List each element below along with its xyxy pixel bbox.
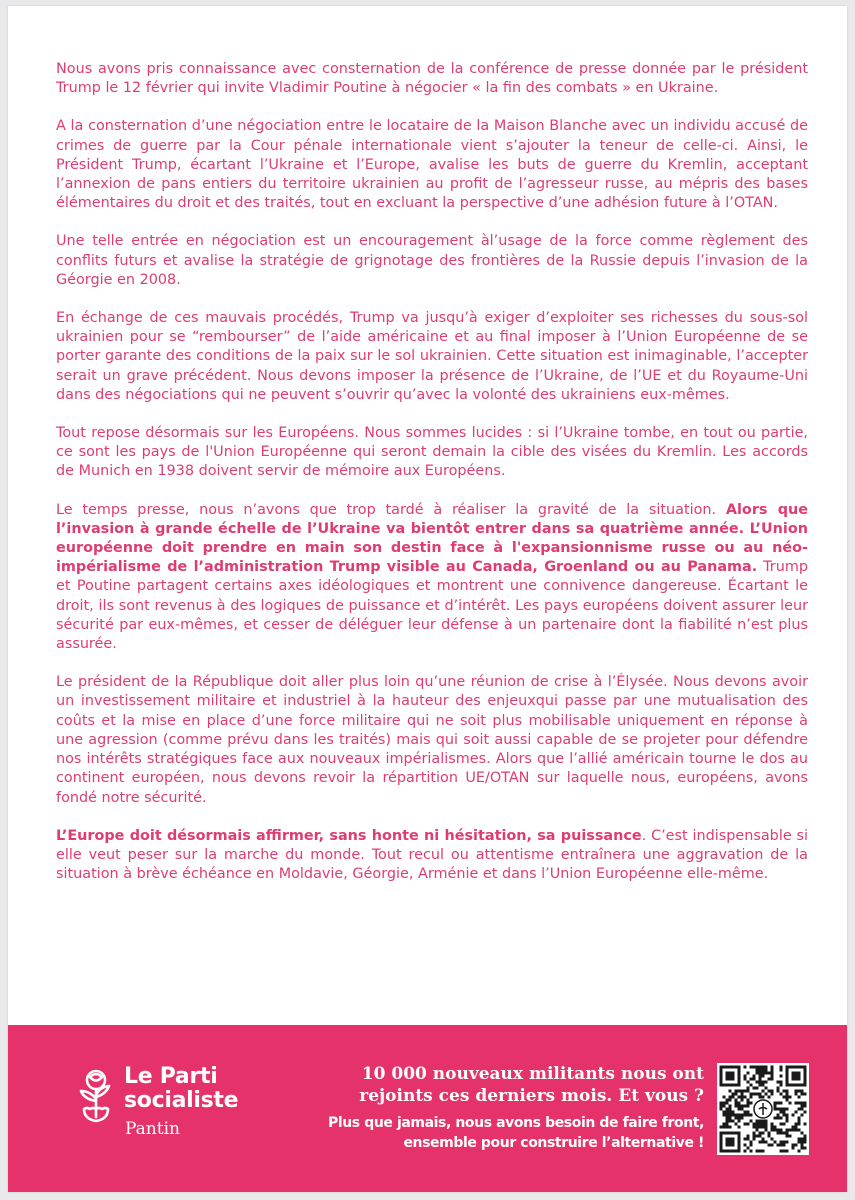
recruitment-headline-line-1: 10 000 nouveaux militants nous ont bbox=[361, 1064, 704, 1084]
paragraph-8-emphasis: L’Europe doit désormais affirmer, sans honte ni hésitation, sa puissance bbox=[56, 827, 642, 844]
qr-code-icon bbox=[717, 1063, 809, 1155]
party-name bbox=[124, 1065, 238, 1113]
footer-banner bbox=[8, 1025, 847, 1192]
paragraph-6 bbox=[56, 501, 808, 655]
paragraph-5: Tout repose désormais sur les Européens. Nous sommes lucides : si l’Ukraine tombe, en tout ou partie, ce sont les pays de l'Union Européenne qui seront demain la cible des visées du Kremlin. Les accords de Munich en 1938 doivent servir de mémoire aux Européens. bbox=[56, 425, 808, 480]
paragraph-3: Une telle entrée en négociation est un encouragement àl’usage de la force comme règlement des conflits futurs et avalise la stratégie de grignotage des frontières de la Russie depuis l’invasion de la Géorgie en 2008. bbox=[56, 233, 808, 288]
paragraph-8 bbox=[56, 827, 808, 885]
paragraph-6-emphasis: Alors que l’invasion à grande échelle de l’Ukraine va bientôt entrer dans sa quatrième année. L’Union européenne doit prendre en main son destin face à l'expansionnisme russe ou au néo-impérialisme de l’administration Trump visible au Canada, Groenland ou au Panama. bbox=[56, 501, 808, 576]
party-logo bbox=[74, 1065, 304, 1155]
paragraph-6-intro: Le temps presse, nous n’avons que trop tardé à réaliser la gravité de la situation. bbox=[56, 501, 726, 518]
paragraph-6-rest: Trump et Poutine partagent certains axes idéologiques et montrent une connivence dangereuse. Écartant le droit, ils sont revenus à des logiques de puissance et d’intérêt. Les pays européens doivent assurer leur sécurité par eux-mêmes, et cesser de déléguer leur défense à un partenaire dont la fiabilité n’est plus assurée. bbox=[56, 559, 808, 653]
party-city: Pantin bbox=[125, 1119, 180, 1139]
paragraph-1: Nous avons pris connaissance avec consternation de la conférence de presse donnée par le président Trump le 12 février qui invite Vladimir Poutine à négocier « la fin des combats » en Ukraine. bbox=[56, 61, 808, 97]
paragraph-2: A la consternation d’une négociation entre le locataire de la Maison Blanche avec un individu accusé de crimes de guerre par la Cour pénale internationale vient s’ajouter la teneur de celle-ci. Ainsi, le Président Trump, écartant l’Ukraine et l’Europe, avalise les buts de guerre du Kremlin, acceptant l’annexion de pans entiers du territoire ukrainien au profit de l’agresseur russe, au mépris des bases élémentaires du droit et des traités, tout en excluant la perspective d’une adhésion future à l’OTAN. bbox=[56, 118, 808, 212]
party-name-line-2: socialiste bbox=[124, 1088, 239, 1113]
paragraph-8-rest: . C’est indispensable si elle veut peser sur la marche du monde. Tout recul ou attentisme entraînera une aggravation de la situation à brève échéance en Moldavie, Géorgie, Arménie et dans l’Union Européenne elle-même. bbox=[56, 827, 808, 883]
party-name-line-1: Le Parti bbox=[124, 1064, 218, 1089]
document-page bbox=[8, 6, 847, 1192]
paragraph-4: En échange de ces mauvais procédés, Trump va jusqu’à exiger d’exploiter ses richesses du sous-sol ukrainien pour se “rembourser” de l’aide américaine et au final imposer à l’Union Européenne de se porter garante des conditions de la paix sur le sol ukrainien. Cette situation est inimaginable, l’accepter serait un grave précédent. Nous devons imposer la présence de l’Ukraine, de l’UE et du Royaume-Uni dans des négociations qui ne peuvent s’ouvrir qu’avec la volonté des ukrainiens eux-mêmes. bbox=[56, 310, 808, 403]
recruitment-subline-line-2: ensemble pour construire l’alternative ! bbox=[403, 1135, 704, 1151]
recruitment-subline bbox=[304, 1113, 704, 1153]
recruitment-message bbox=[304, 1063, 704, 1153]
paragraph-7: Le président de la République doit aller plus loin qu’une réunion de crise à l’Élysée. Nous devons avoir un investissement militaire et industriel à la hauteur des enjeuxqui passe par une mutualisation des coûts et la mise en place d’une force militaire qui ne soit plus mobilisable uniquement en réponse à une agression (comme prévu dans les traités) mais qui soit aussi capable de se projeter pour défendre nos intérêts stratégiques face aux nouveaux impérialismes. Alors que l’allié américain tourne le dos au continent européen, nous devons revoir la répartition UE/OTAN sur laquelle nous, européens, avons fondé notre sécurité. bbox=[56, 674, 808, 806]
recruitment-subline-line-1: Plus que jamais, nous avons besoin de faire front, bbox=[327, 1115, 704, 1131]
rose-fist-logo-icon bbox=[74, 1067, 118, 1125]
recruitment-headline-line-2: rejoints ces derniers mois. Et vous ? bbox=[359, 1086, 704, 1106]
qr-code[interactable] bbox=[717, 1063, 809, 1155]
article-body bbox=[56, 60, 808, 903]
recruitment-headline bbox=[304, 1063, 704, 1107]
